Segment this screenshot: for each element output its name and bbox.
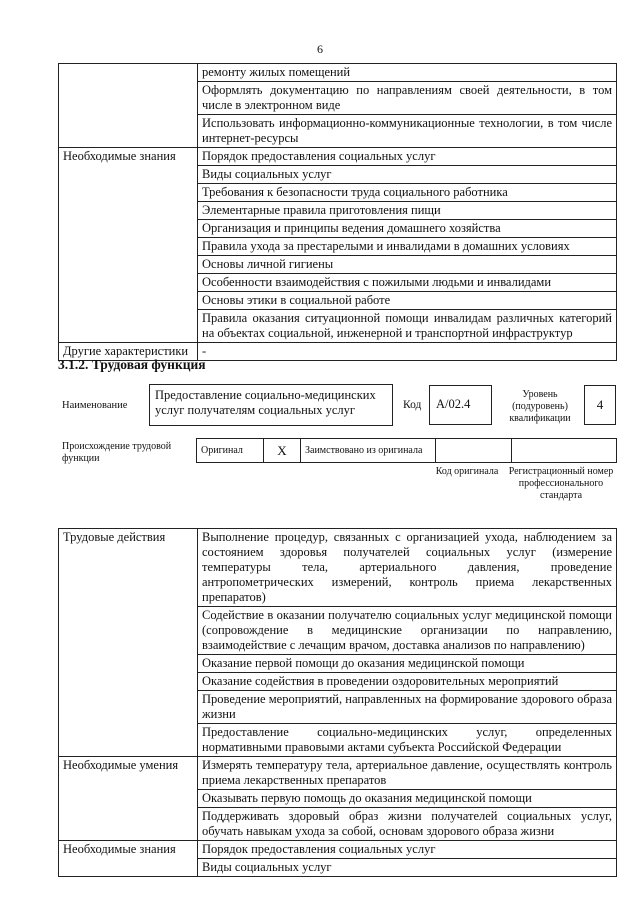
borrowed-label: Заимствовано из оригинала: [301, 439, 436, 463]
row-content: Требования к безопасности труда социального работника: [198, 184, 617, 202]
row-label: Необходимые знания: [59, 841, 198, 877]
row-content: Основы этики в социальной работе: [198, 292, 617, 310]
table-body: [59, 529, 617, 877]
table-row: [59, 529, 617, 607]
row-content: Оказывать первую помощь до оказания медицинской помощи: [198, 790, 617, 808]
row-content: Содействие в оказании получателю социальных услуг медицинской помощи (сопровождение в медицинские организации по направлению, взаимодействие с лечащим врачом, доставка анализов по направлению): [198, 607, 617, 655]
table-body: [59, 64, 617, 361]
labor-function-table: [58, 528, 617, 877]
row-content: Оформлять документацию по направлениям своей деятельности, в том числе в электронном виде: [198, 82, 617, 115]
table-row: [59, 757, 617, 790]
row-label: Необходимые умения: [59, 757, 198, 841]
code-label: Код: [403, 399, 422, 411]
row-content: Основы личной гигиены: [198, 256, 617, 274]
origin-code-caption: Код оригинала: [435, 466, 499, 477]
reg-number-caption: Регистрационный номер профессионального стандарта: [508, 466, 614, 501]
row-content: Поддерживать здоровый образ жизни получателей социальных услуг, обучать навыкам ухода за собой, основам здорового образа жизни: [198, 808, 617, 841]
table-row: [59, 64, 617, 82]
row-label: Другие характеристики: [59, 343, 198, 361]
page-number: 6: [317, 42, 323, 56]
row-content: Выполнение процедур, связанных с организацией ухода, наблюдением за состоянием здоровья получателей социальных услуг (измерение температуры тела, артериального давления, проведение антропометрических измерений, контроль приема лекарственных препаратов): [198, 529, 617, 607]
row-content: Правила ухода за престарелыми и инвалидами в домашних условиях: [198, 238, 617, 256]
row-content: Особенности взаимодействия с пожилыми людьми и инвалидами: [198, 274, 617, 292]
row-label: Трудовые действия: [59, 529, 198, 757]
section-heading: 3.1.2. Трудовая функция: [58, 357, 206, 372]
qualification-table-top: [58, 63, 617, 361]
row-content: Измерять температуру тела, артериальное давление, осуществлять контроль приема лекарственных препаратов: [198, 757, 617, 790]
original-mark: X: [264, 439, 301, 463]
row-content: Оказание первой помощи до оказания медицинской помощи: [198, 655, 617, 673]
row-label: [59, 64, 198, 148]
origin-label: Происхождение трудовой функции: [62, 441, 172, 464]
function-name-box: Предоставление социально-медицинских услуг получателям социальных услуг: [149, 384, 393, 426]
row-label: Необходимые знания: [59, 148, 198, 343]
origin-code-cell: [436, 439, 512, 463]
level-label: Уровень (подуровень) квалификации: [509, 389, 571, 424]
row-content: Виды социальных услуг: [198, 859, 617, 877]
row-content: Проведение мероприятий, направленных на формирование здорового образа жизни: [198, 691, 617, 724]
row-content: Предоставление социально-медицинских услуг, определенных нормативными правовыми актами субъекта Российской Федерации: [198, 724, 617, 757]
row-content: ремонту жилых помещений: [198, 64, 617, 82]
row-content: Организация и принципы ведения домашнего хозяйства: [198, 220, 617, 238]
reg-number-cell: [512, 439, 617, 463]
qualification-level-box: 4: [584, 385, 616, 425]
name-label: Наименование: [62, 400, 128, 411]
origin-table: [196, 438, 617, 463]
row-content: -: [198, 343, 617, 361]
original-label: Оригинал: [197, 439, 264, 463]
function-code-box: A/02.4: [429, 385, 492, 425]
table-row: [59, 841, 617, 859]
row-content: Использовать информационно-коммуникационные технологии, в том числе интернет-ресурсы: [198, 115, 617, 148]
row-content: Виды социальных услуг: [198, 166, 617, 184]
row-content: Порядок предоставления социальных услуг: [198, 148, 617, 166]
row-content: Порядок предоставления социальных услуг: [198, 841, 617, 859]
table-row: [59, 148, 617, 166]
origin-table-body: [197, 439, 617, 463]
row-content: Правила оказания ситуационной помощи инвалидам различных категорий на объектах социальной, инженерной и транспортной инфраструктур: [198, 310, 617, 343]
row-content: Оказание содействия в проведении оздоровительных мероприятий: [198, 673, 617, 691]
origin-row: [197, 439, 617, 463]
row-content: Элементарные правила приготовления пищи: [198, 202, 617, 220]
